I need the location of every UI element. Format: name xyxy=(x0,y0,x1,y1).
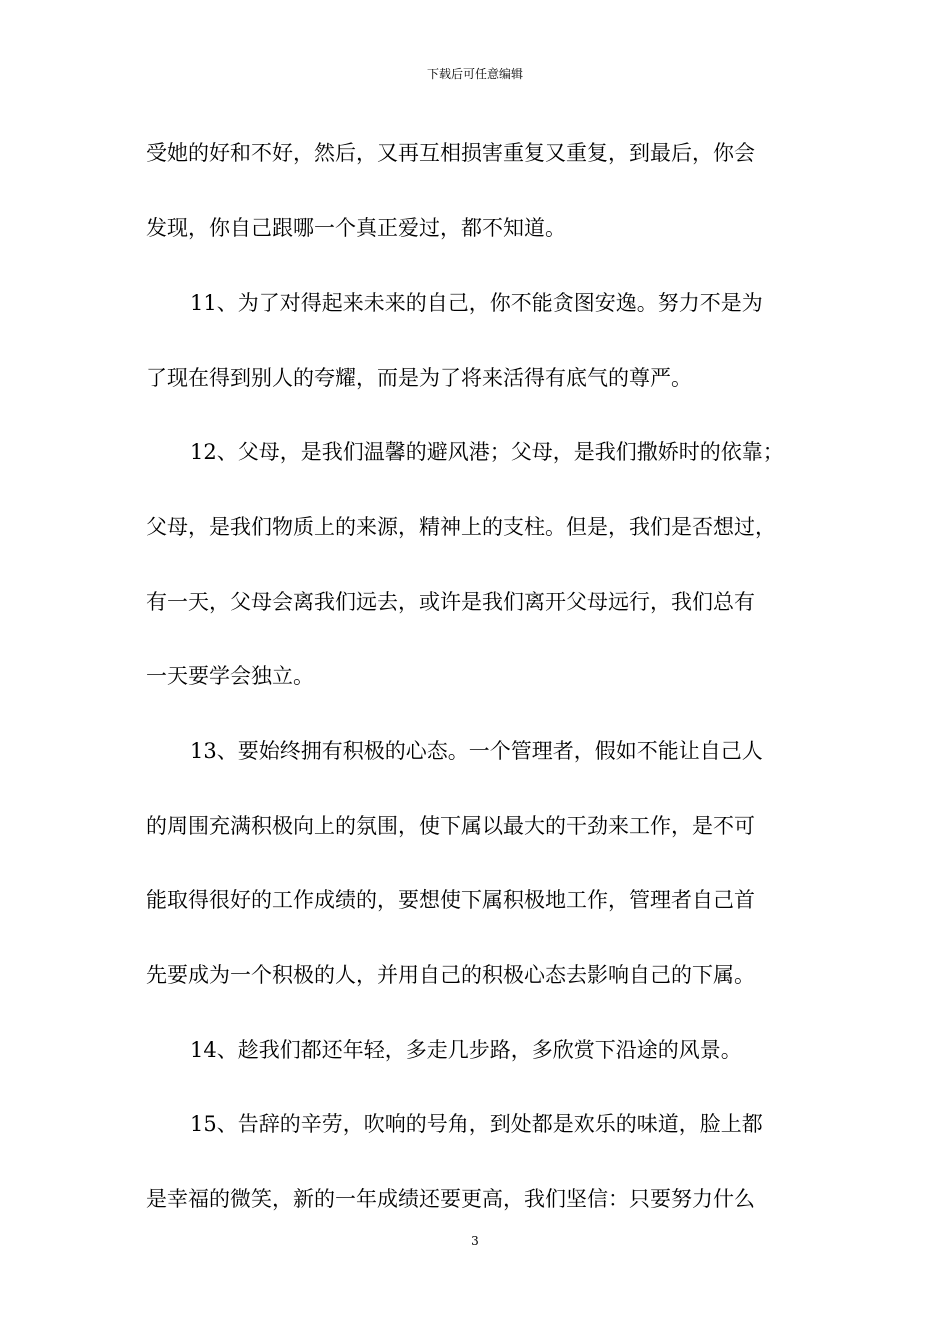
page-number: 3 xyxy=(471,1234,479,1248)
text-line: 11、为了对得起来未来的自己，你不能贪图安逸。努力不是为 xyxy=(190,291,763,315)
text-line: 一天要学会独立。 xyxy=(146,664,314,688)
page-header: 下载后可任意编辑 xyxy=(426,67,523,81)
text-line: 能取得很好的工作成绩的，要想使下属积极地工作，管理者自己首 xyxy=(146,888,755,912)
text-line: 15、告辞的辛劳，吹响的号角，到处都是欢乐的味道，脸上都 xyxy=(190,1112,763,1136)
text-line: 13、要始终拥有积极的心态。一个管理者，假如不能让自己人 xyxy=(190,739,763,763)
text-line: 了现在得到别人的夸耀，而是为了将来活得有底气的尊严。 xyxy=(146,366,692,390)
text-line: 的周围充满积极向上的氛围，使下属以最大的干劲来工作，是不可 xyxy=(146,814,755,838)
text-line: 受她的好和不好，然后，又再互相损害重复又重复，到最后，你会 xyxy=(146,141,755,165)
text-line: 是幸福的微笑，新的一年成绩还要更高，我们坚信：只要努力什么 xyxy=(146,1187,755,1211)
text-line: 12、父母，是我们温馨的避风港；父母，是我们撒娇时的依靠； xyxy=(190,440,784,464)
text-line: 发现，你自己跟哪一个真正爱过，都不知道。 xyxy=(146,216,566,240)
text-line: 有一天，父母会离我们远去，或许是我们离开父母远行，我们总有 xyxy=(146,590,755,614)
text-line: 14、趁我们都还年轻，多走几步路，多欣赏下沿途的风景。 xyxy=(190,1038,742,1062)
text-line: 先要成为一个积极的人，并用自己的积极心态去影响自己的下属。 xyxy=(146,963,755,987)
text-line: 父母，是我们物质上的来源，精神上的支柱。但是，我们是否想过， xyxy=(146,515,776,539)
